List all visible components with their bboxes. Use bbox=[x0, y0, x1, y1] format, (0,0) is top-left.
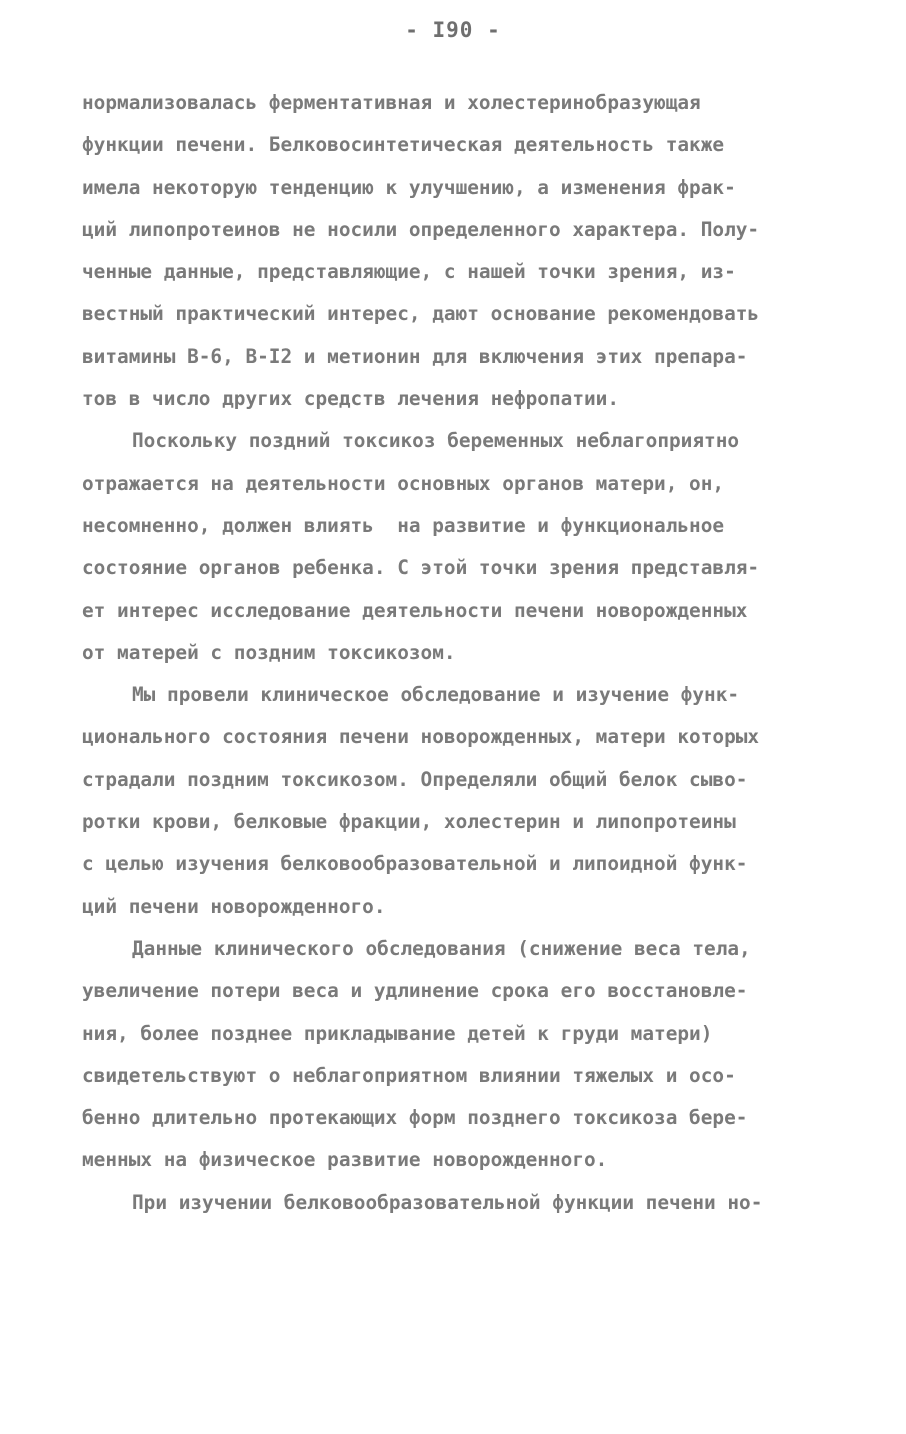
text-line: несомненно, должен влиять на развитие и функциональное bbox=[82, 513, 725, 537]
text-line: функции печени. Белковосинтетическая деятельность также bbox=[82, 133, 725, 157]
text-line: ционального состояния печени новорожденных, матери которых bbox=[82, 725, 760, 749]
text-line: ет интерес исследование деятельности печени новорожденных bbox=[82, 598, 748, 622]
text-line: бенно длительно протекающих форм позднего токсикоза бере- bbox=[82, 1106, 748, 1130]
text-line: нормализовалась ферментативная и холестеринобразующая bbox=[82, 91, 701, 114]
text-line: вестный практический интерес, дают основание рекомендовать bbox=[82, 302, 760, 326]
text-line: тов в число других средств лечения нефропатии. bbox=[82, 387, 620, 411]
text-line: имела некоторую тенденцию к улучшению, а изменения фрак- bbox=[82, 175, 736, 199]
text-line: Данные клинического обследования (снижение веса тела, bbox=[132, 936, 751, 960]
text-line: ций печени новорожденного. bbox=[82, 894, 386, 918]
page-number: - I90 - bbox=[405, 18, 501, 42]
text-line: Поскольку поздний токсикоз беременных неблагоприятно bbox=[132, 429, 740, 453]
text-line: отражается на деятельности основных органов матери, он, bbox=[82, 471, 725, 495]
document-body bbox=[82, 82, 842, 1224]
text-line: ций липопротеинов не носили определенного характера. Полу- bbox=[82, 217, 760, 241]
text-line: увеличение потери веса и удлинение срока его восстановле- bbox=[82, 979, 748, 1003]
text-line: с целью изучения белковообразовательной и липоидной функ- bbox=[82, 852, 748, 876]
text-line: ротки крови, белковые фракции, холестерин и липопротеины bbox=[82, 810, 736, 834]
text-line: страдали поздним токсикозом. Определяли общий белок сыво- bbox=[82, 767, 748, 791]
text-line: менных на физическое развитие новорожденного. bbox=[82, 1148, 608, 1172]
text-line: ния, более позднее прикладывание детей к груди матери) bbox=[82, 1021, 713, 1045]
text-line: При изучении белковообразовательной функции печени но- bbox=[132, 1190, 763, 1214]
text-line: состояние органов ребенка. С этой точки зрения представля- bbox=[82, 556, 760, 580]
text-line: от матерей с поздним токсикозом. bbox=[82, 640, 456, 664]
text-line: Мы провели клиническое обследование и изучение функ- bbox=[132, 683, 740, 707]
text-line: витамины В-6, В-I2 и метионин для включения этих препара- bbox=[82, 344, 748, 368]
text-line: ченные данные, представляющие, с нашей точки зрения, из- bbox=[82, 260, 736, 284]
text-line: свидетельствуют о неблагоприятном влиянии тяжелых и осо- bbox=[82, 1063, 736, 1087]
